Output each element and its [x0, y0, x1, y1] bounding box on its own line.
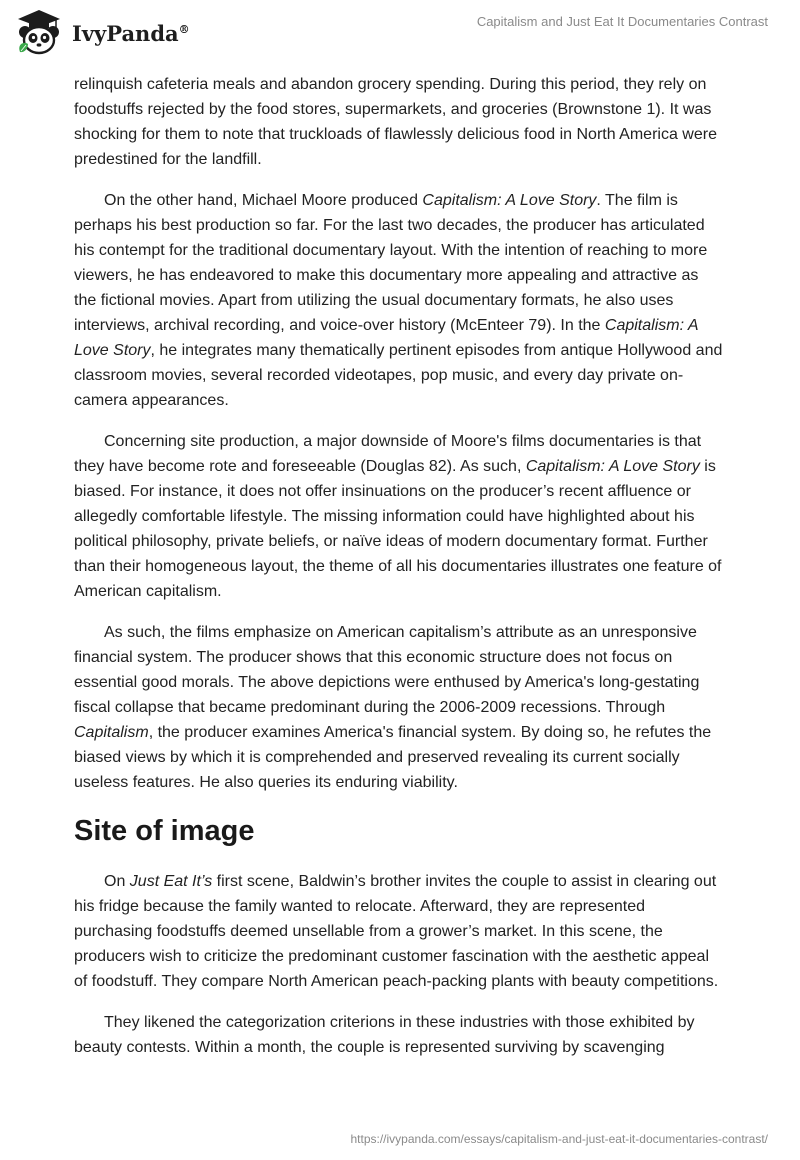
- page-header: [0, 0, 800, 70]
- section-heading: Site of image: [74, 815, 255, 847]
- paragraph: They likened the categorization criterions in these industries with those exhibited by beauty contests. Within a month, the couple is represented surviving by scavenging: [74, 1014, 695, 1056]
- logo-wordmark: IvyPanda®: [72, 20, 190, 46]
- paragraph: Concerning site production, a major downside of Moore's films documentaries is that they have become rote and foreseeable (Douglas 82). As such, Capitalism: A Love Story is biased. For instance, it does not offer insinuations on the producer’s recent affluence or allegedly comfortable lifestyle. The missing information could have highlighted about his political philosophy, private beliefs, or naïve ideas of modern documentary format. Further than their homogeneous layout, the theme of all his documentaries illustrates one feature of American capitalism.: [74, 433, 722, 600]
- panda-graduate-icon: [14, 8, 64, 56]
- document-title: Capitalism and Just Eat It Documentaries Contrast: [476, 14, 768, 29]
- essay-body: [74, 72, 724, 1076]
- ivypanda-logo[interactable]: [14, 8, 190, 56]
- source-url[interactable]: https://ivypanda.com/essays/capitalism-and-just-eat-it-documentaries-contrast/: [350, 1132, 768, 1146]
- paragraph: On Just Eat It’s first scene, Baldwin’s brother invites the couple to assist in clearing out his fridge because the family wanted to relocate. Afterward, they are represented purchasing foodstuffs deemed unsellable from a grower’s market. In this scene, the producers wish to criticize the predominant customer fascination with the aesthetic appeal of foodstuff. They compare North American peach-packing plants with beauty competitions.: [74, 873, 719, 990]
- paragraph: relinquish cafeteria meals and abandon grocery spending. During this period, they rely on foodstuffs rejected by the food stores, supermarkets, and groceries (Brownstone 1). It was shocking for them to note that truckloads of flawlessly delicious food in North America were predestined for the landfill.: [74, 76, 717, 168]
- paragraph: As such, the films emphasize on American capitalism’s attribute as an unresponsive financial system. The producer shows that this economic structure does not focus on essential good morals. The above depictions were enthused by America's long-gestating fiscal collapse that became predominant during the 2006-2009 recessions. Through Capitalism, the producer examines America's financial system. By doing so, he refutes the biased views by which it is comprehended and preserved revealing its current socially useless features. He also queries its enduring viability.: [74, 624, 712, 791]
- paragraph: On the other hand, Michael Moore produced Capitalism: A Love Story. The film is perhaps his best production so far. For the last two decades, the producer has articulated his contempt for the traditional documentary layout. With the intention of reaching to more viewers, he has endeavored to make this documentary more appealing and attractive as the fictional movies. Apart from utilizing the usual documentary formats, he also uses interviews, archival recording, and voice-over history (McEnteer 79). In the Capitalism: A Love Story, he integrates many thematically pertinent episodes from antique Hollywood and classroom movies, several recorded videotapes, pop music, and every day private on-camera appearances.: [74, 192, 723, 409]
